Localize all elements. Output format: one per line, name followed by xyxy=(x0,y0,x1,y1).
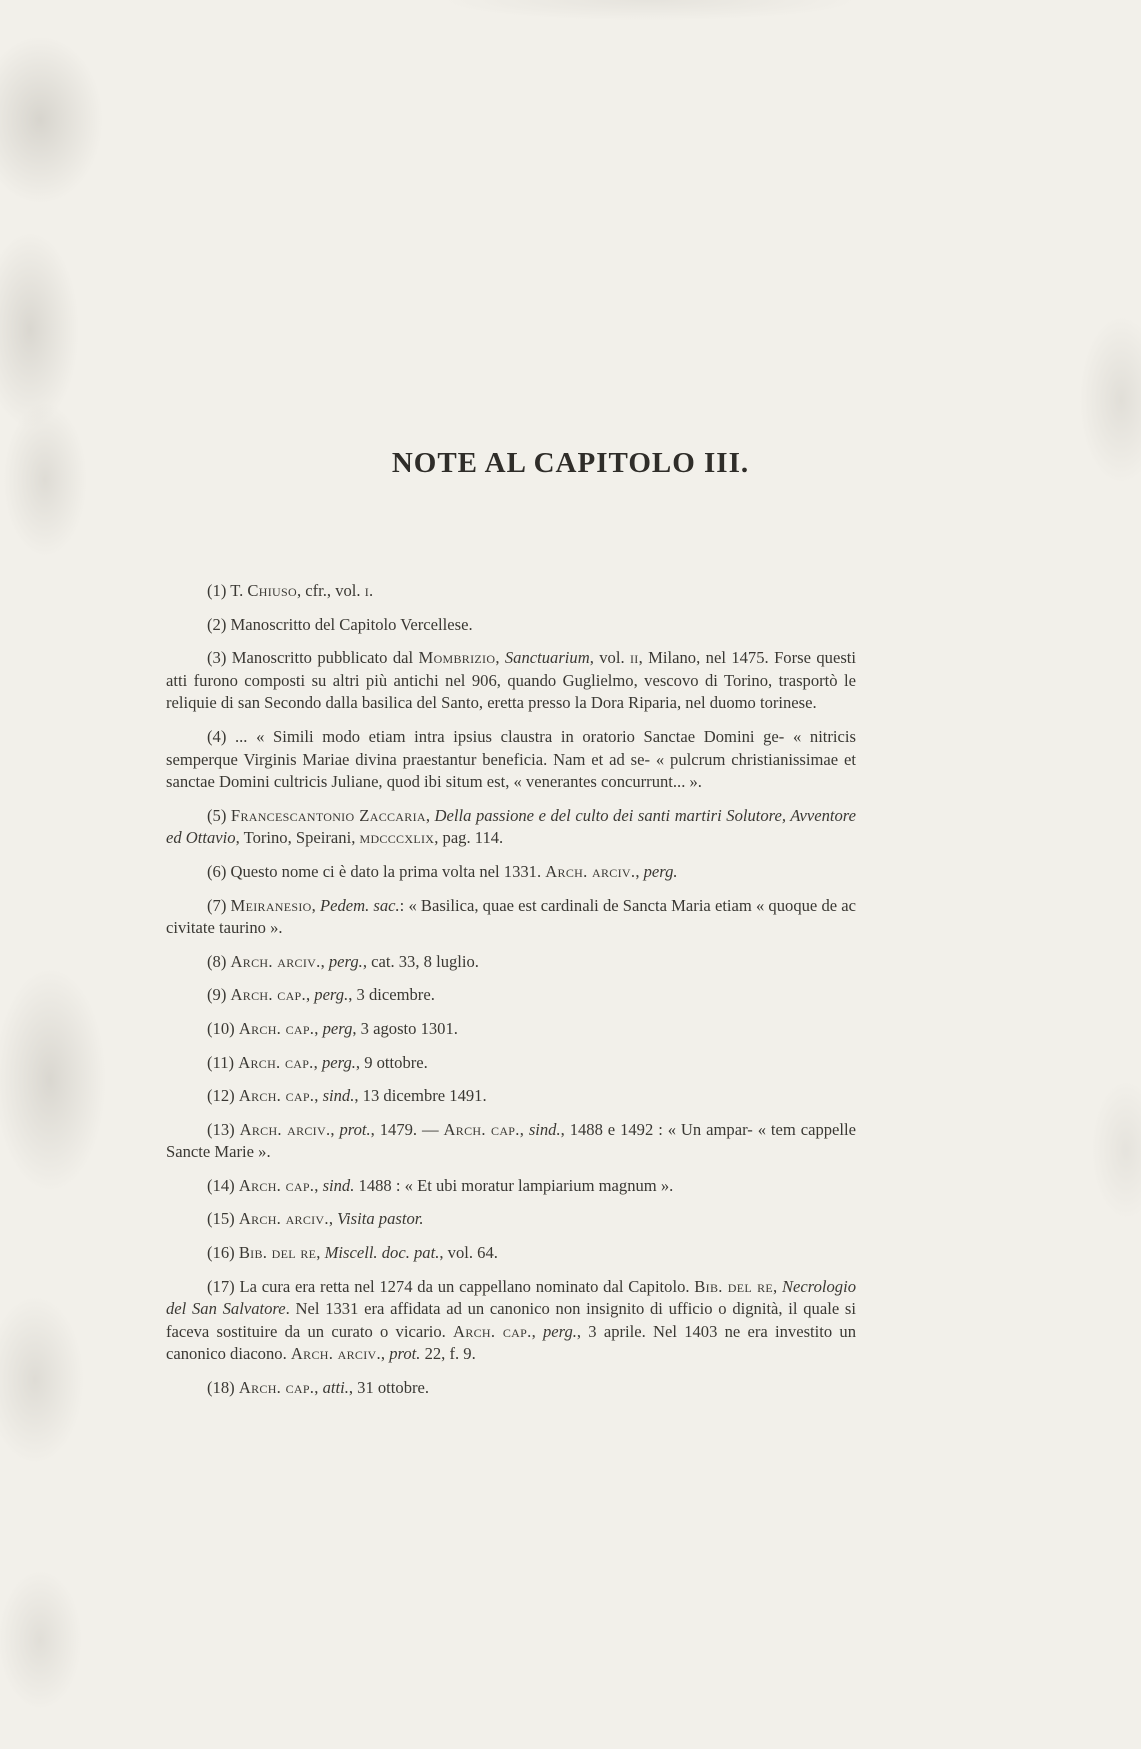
citation-title: prot. xyxy=(389,1344,421,1364)
citation-source: Arch. cap. xyxy=(238,1052,314,1072)
citation-source: Bib. del re xyxy=(238,1243,317,1263)
footnote-text: , xyxy=(311,895,320,915)
footnote-text: , xyxy=(635,861,644,881)
citation-source: Arch. cap. xyxy=(238,1018,315,1038)
footnote-12 xyxy=(166,1085,856,1108)
citation-source: Bib. del re xyxy=(694,1276,774,1296)
footnote-text: , xyxy=(380,1344,390,1364)
citation-title: Della passione e del culto dei santi martiri Solutore, Avventore ed Ottavio xyxy=(166,805,857,848)
footnote-text: 22, f. 9. xyxy=(420,1344,476,1364)
footnote-number: (3) xyxy=(207,648,227,668)
footnote-text: , xyxy=(305,985,315,1005)
footnote-text: , 3 dicembre. xyxy=(348,985,435,1005)
citation-title: Sanctuarium xyxy=(504,648,590,668)
citation-source: Arch. cap. xyxy=(453,1321,532,1341)
scan-margin-shading-right xyxy=(1021,0,1141,1749)
footnote-text: , xyxy=(314,1086,323,1106)
footnote-text: . xyxy=(369,581,374,600)
footnote-number: (16) xyxy=(207,1243,235,1263)
citation-title: perg. xyxy=(314,985,349,1005)
footnotes-list xyxy=(166,580,856,1400)
citation-source: Arch. arciv. xyxy=(545,861,636,881)
footnote-9 xyxy=(166,984,856,1007)
citation-title: perg. xyxy=(321,1052,356,1072)
citation-source: mdcccxlix xyxy=(359,828,435,848)
footnote-number: (14) xyxy=(207,1175,235,1195)
footnote-text: : « Basilica, quae est cardinali de Sancta Maria etiam « quoque de ac civitate taurino ». xyxy=(166,895,856,938)
footnote-number: (12) xyxy=(207,1086,235,1106)
footnote-text: , vol. 64. xyxy=(439,1243,498,1263)
footnote-text: Manoscritto del Capitolo Vercellese. xyxy=(230,614,473,634)
footnote-number: (6) xyxy=(207,861,227,881)
footnote-13 xyxy=(166,1119,856,1164)
citation-title: sind. xyxy=(322,1086,355,1106)
citation-source: Arch. cap. xyxy=(443,1119,520,1139)
footnote-number: (5) xyxy=(207,805,227,825)
citation-source: Arch. arciv. xyxy=(230,951,321,971)
footnote-text: . Nel 1331 era affidata ad un canonico non insignito di ufficio o dignità, il quale si faceva sostituire da un curato o vicario. xyxy=(166,1299,856,1341)
footnote-text: , 13 dicembre 1491. xyxy=(354,1086,487,1106)
footnote-text: Questo nome ci è dato la prima volta nel 1331. xyxy=(230,861,546,881)
footnote-text: , xyxy=(320,951,329,971)
citation-source: Arch. cap. xyxy=(238,1175,315,1195)
footnote-10 xyxy=(166,1018,856,1041)
footnote-text: , cat. 33, 8 luglio. xyxy=(362,951,479,971)
footnote-number: (10) xyxy=(207,1018,235,1038)
footnote-text: , xyxy=(425,805,435,825)
footnote-2 xyxy=(166,614,856,637)
citation-source: Chiuso xyxy=(247,581,297,600)
citation-title: atti. xyxy=(322,1378,349,1398)
footnote-text: , Torino, Speirani, xyxy=(235,828,360,848)
footnote-text: ... « Simili modo etiam intra ipsius claustra in oratorio Sanctae Domini ge- « nitricis semperque Virginis Mariae divina praestantur beneficia. Nam et ad se- « pulcrum christianissimae et sanctae Domini cultricis Juliane, quod ibi situm est, « venerantes concurrunt... ». xyxy=(166,726,856,792)
footnote-text: , xyxy=(495,648,505,668)
footnote-16 xyxy=(166,1242,856,1265)
citation-source: Arch. cap. xyxy=(230,985,306,1005)
footnote-text: , 9 ottobre. xyxy=(355,1052,428,1072)
footnote-number: (11) xyxy=(207,1052,235,1072)
footnote-number: (15) xyxy=(207,1209,235,1229)
footnote-text: , 1488 e 1492 : « Un ampar- « tem cappelle Sancte Marie ». xyxy=(166,1119,857,1162)
footnote-5 xyxy=(166,805,856,850)
footnote-17 xyxy=(166,1276,856,1366)
scan-margin-shading-left xyxy=(0,0,160,1749)
citation-source: Arch. arciv. xyxy=(290,1344,381,1364)
footnote-text: , xyxy=(773,1276,782,1296)
citation-title: Visita pastor. xyxy=(337,1209,424,1229)
footnote-number: (17) xyxy=(207,1276,235,1296)
footnote-text: 1488 : « Et ubi moratur lampiarium magnum ». xyxy=(354,1175,674,1195)
citation-title: Pedem. sac. xyxy=(319,895,400,915)
footnote-number: (13) xyxy=(207,1119,235,1139)
scan-margin-shading-top xyxy=(300,0,1000,40)
page-title: NOTE AL CAPITOLO III. xyxy=(391,447,750,480)
footnote-8 xyxy=(166,951,856,974)
citation-source: Mombrizio xyxy=(418,648,496,668)
footnote-text: Manoscritto pubblicato dal xyxy=(231,648,419,668)
footnote-number: (18) xyxy=(207,1378,235,1398)
footnote-text: , 3 agosto 1301. xyxy=(352,1018,458,1038)
footnote-text: , xyxy=(314,1175,323,1195)
footnote-text: , xyxy=(313,1052,322,1072)
citation-source: i xyxy=(364,581,370,600)
footnote-14 xyxy=(166,1175,856,1198)
footnote-number: (2) xyxy=(207,614,227,634)
footnote-11 xyxy=(166,1052,856,1075)
citation-title: sind. xyxy=(322,1175,355,1195)
footnote-text: , pag. 114. xyxy=(434,828,504,848)
footnote-text: , xyxy=(519,1119,529,1139)
citation-title: perg. xyxy=(328,951,363,971)
footnote-number: (1) xyxy=(207,581,227,600)
citation-source: Arch. arciv. xyxy=(239,1119,331,1139)
footnote-number: (8) xyxy=(207,951,227,971)
citation-title: perg. xyxy=(542,1321,577,1341)
footnote-text: La cura era retta nel 1274 da un cappellano nominato dal Capitolo. xyxy=(239,1276,695,1296)
footnote-text: , xyxy=(328,1209,338,1229)
citation-title: Miscell. doc. pat. xyxy=(324,1243,440,1263)
citation-source: Meiranesio xyxy=(230,895,312,915)
footnote-text: , 31 ottobre. xyxy=(348,1378,430,1398)
footnote-text: , cfr., vol. xyxy=(296,581,365,600)
footnote-text: T. xyxy=(230,581,248,600)
citation-source: Arch. arciv. xyxy=(238,1209,329,1229)
citation-title: sind. xyxy=(528,1119,561,1139)
footnote-text: , 1479. — xyxy=(370,1119,444,1139)
citation-source: Arch. cap. xyxy=(238,1086,315,1106)
citation-source: Arch. cap. xyxy=(238,1378,315,1398)
citation-title: prot. xyxy=(339,1119,371,1139)
footnote-text: , xyxy=(314,1018,323,1038)
footnote-15 xyxy=(166,1208,856,1231)
footnote-4 xyxy=(166,726,856,794)
footnote-6 xyxy=(166,861,856,884)
citation-title: perg xyxy=(322,1018,353,1038)
citation-title: Necrologio del San Salvatore xyxy=(166,1276,856,1319)
footnote-3 xyxy=(166,647,856,715)
footnote-number: (7) xyxy=(207,895,227,915)
footnote-7 xyxy=(166,895,856,940)
footnote-number: (4) xyxy=(207,726,227,746)
footnote-1 xyxy=(166,580,856,603)
footnote-text: , Milano, nel 1475. Forse questi atti furono composti su altri più antichi nel 906, quando Guglielmo, vescovo di Torino, trasportò le reliquie di san Secondo dalla basilica del Santo, eretta presso la Dora Riparia, nel duomo torinese. xyxy=(166,648,857,713)
footnote-18 xyxy=(166,1377,856,1400)
footnote-text: , xyxy=(314,1378,323,1398)
citation-source: ii xyxy=(630,648,639,668)
footnote-number: (9) xyxy=(207,985,227,1005)
footnote-text: , xyxy=(330,1119,340,1139)
citation-title: perg. xyxy=(643,861,678,881)
citation-source: Francescantonio Zaccaria xyxy=(230,805,426,825)
footnote-text: , xyxy=(316,1243,325,1263)
footnote-text: , vol. xyxy=(589,648,631,668)
footnote-text: , 3 aprile. Nel 1403 ne era investito un canonico diacono. xyxy=(166,1321,857,1364)
footnote-text: , xyxy=(531,1321,543,1341)
